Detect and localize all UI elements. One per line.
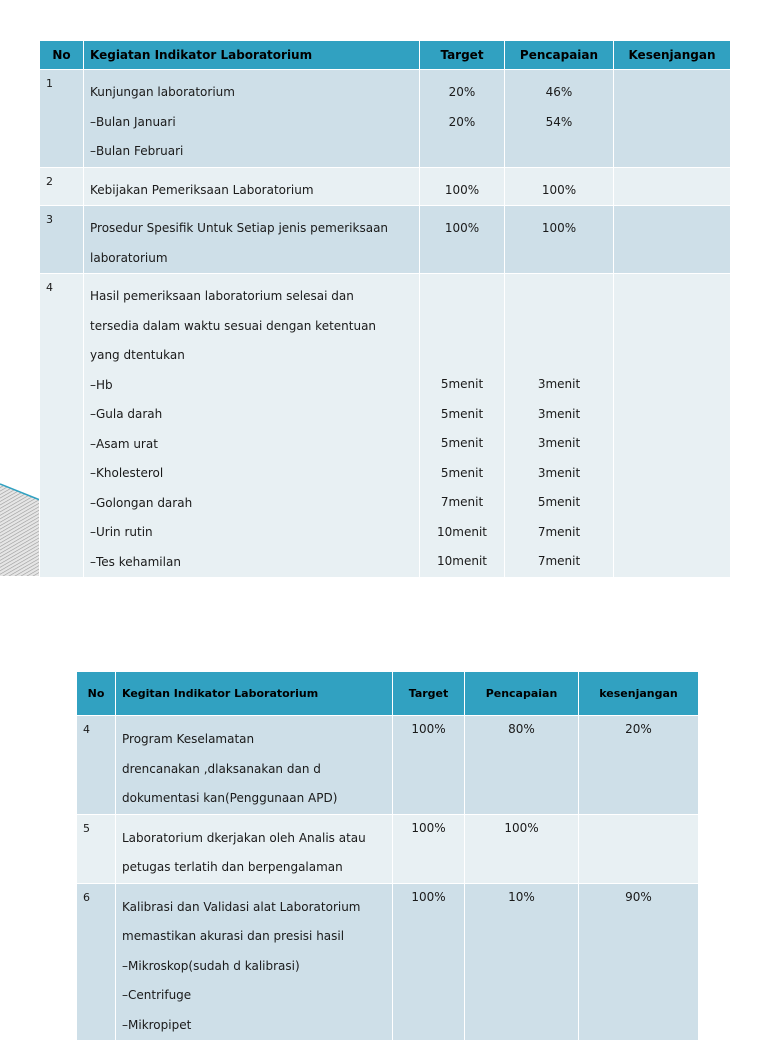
- table-row: [77, 814, 699, 883]
- row-achievement: 10%: [465, 883, 579, 1041]
- target-value: 20%: [448, 114, 476, 129]
- row-gap: [579, 814, 699, 883]
- achievement-value: 3menit: [537, 465, 581, 480]
- activity-line: petugas terlatih dan berpengalaman: [122, 860, 343, 874]
- target-value: 10menit: [437, 524, 487, 539]
- row-gap: 20%: [579, 716, 699, 815]
- target-value: 5menit: [440, 436, 484, 450]
- row-activity: [116, 883, 393, 1041]
- achievement-value: 100%: [541, 182, 577, 197]
- target-value: 5menit: [440, 377, 484, 391]
- table-row: [40, 206, 731, 274]
- row-target: 100%: [393, 883, 465, 1041]
- activity-line: Kalibrasi dan Validasi alat Laboratorium: [122, 899, 361, 914]
- header-achievement: Pencapaian: [465, 672, 579, 716]
- target-value: 20%: [448, 85, 476, 99]
- row-number: 3: [40, 206, 84, 274]
- decorative-stripes-shape: [0, 470, 40, 576]
- table-header-row: [77, 672, 699, 716]
- row-target: [420, 70, 505, 168]
- target-value: 5menit: [440, 465, 484, 480]
- activity-line: Kebijakan Pemeriksaan Laboratorium: [90, 182, 314, 197]
- row-number: 5: [77, 814, 116, 883]
- row-activity: [84, 70, 420, 168]
- activity-line: –Hb: [90, 377, 113, 392]
- activity-line: –Golongan darah: [90, 495, 193, 510]
- activity-line: –Mikroskop(sudah d kalibrasi): [122, 958, 300, 973]
- activity-line: –Bulan Februari: [90, 144, 184, 158]
- row-gap: 90%: [579, 883, 699, 1041]
- target-value: 100%: [444, 182, 480, 197]
- row-number: 4: [77, 716, 116, 815]
- slide-2: [0, 620, 768, 1032]
- activity-line: –Bulan Januari: [90, 114, 176, 129]
- activity-line: memastikan akurasi dan presisi hasil: [122, 929, 345, 943]
- row-achievement: [505, 206, 614, 274]
- activity-line: Hasil pemeriksaan laboratorium selesai dan: [90, 289, 354, 303]
- activity-line: drencanakan ,dlaksanakan dan d: [122, 761, 321, 776]
- activity-line: tersedia dalam waktu sesuai dengan ketentuan: [90, 318, 377, 333]
- row-target: 100%: [393, 814, 465, 883]
- row-activity: [84, 274, 420, 578]
- row-achievement: [505, 167, 614, 206]
- row-gap: [614, 206, 731, 274]
- activity-line: –Asam urat: [90, 436, 158, 451]
- activity-line: Laboratorium dkerjakan oleh Analis atau: [122, 830, 366, 845]
- activity-line: Program Keselamatan: [122, 732, 255, 746]
- row-target: [420, 274, 505, 578]
- activity-line: –Urin rutin: [90, 525, 153, 539]
- header-activity: Kegiatan Indikator Laboratorium: [84, 41, 420, 70]
- row-activity: [116, 716, 393, 815]
- achievement-value: 7menit: [537, 554, 581, 568]
- row-target: [420, 206, 505, 274]
- activity-line: yang dtentukan: [90, 348, 185, 362]
- achievement-value: 54%: [545, 114, 573, 129]
- row-gap: [614, 167, 731, 206]
- achievement-value: 3menit: [537, 406, 581, 421]
- row-achievement: [505, 274, 614, 578]
- target-value: 100%: [444, 221, 480, 235]
- activity-line: –Tes kehamilan: [90, 554, 181, 569]
- row-activity: [84, 206, 420, 274]
- table-header-row: [40, 41, 731, 70]
- target-value: 5menit: [440, 406, 484, 421]
- activity-line: –Kholesterol: [90, 466, 164, 480]
- header-activity: Kegitan Indikator Laboratorium: [116, 672, 393, 716]
- row-achievement: [505, 70, 614, 168]
- row-gap: [614, 274, 731, 578]
- row-activity: [84, 167, 420, 206]
- header-gap: kesenjangan: [579, 672, 699, 716]
- achievement-value: 7menit: [537, 524, 581, 539]
- table-row: [77, 716, 699, 815]
- activity-line: Prosedur Spesifik Untuk Setiap jenis pemeriksaan: [90, 221, 389, 235]
- target-value: 7menit: [440, 495, 484, 509]
- lab-indicator-table-2: [76, 671, 699, 1041]
- row-number: 2: [40, 167, 84, 206]
- header-no: No: [77, 672, 116, 716]
- achievement-value: 100%: [541, 221, 577, 235]
- lab-indicator-table-1: [39, 40, 731, 578]
- row-number: 6: [77, 883, 116, 1041]
- row-achievement: 100%: [465, 814, 579, 883]
- header-target: Target: [420, 41, 505, 70]
- table-row: [40, 274, 731, 578]
- row-gap: [614, 70, 731, 168]
- row-target: 100%: [393, 716, 465, 815]
- header-achievement: Pencapaian: [505, 41, 614, 70]
- row-target: [420, 167, 505, 206]
- row-activity: [116, 814, 393, 883]
- achievement-value: 3menit: [537, 377, 581, 391]
- row-number: 4: [40, 274, 84, 578]
- activity-line: laboratorium: [90, 250, 168, 265]
- header-gap: Kesenjangan: [614, 41, 731, 70]
- header-no: No: [40, 41, 84, 70]
- table-row: [40, 70, 731, 168]
- achievement-value: 3menit: [537, 436, 581, 450]
- header-target: Target: [393, 672, 465, 716]
- activity-line: –Mikropipet: [122, 1017, 192, 1032]
- activity-line: –Centrifuge: [122, 988, 192, 1002]
- table-row: [77, 883, 699, 1041]
- activity-line: dokumentasi kan(Penggunaan APD): [122, 791, 338, 805]
- achievement-value: 46%: [545, 85, 573, 99]
- row-number: 1: [40, 70, 84, 168]
- activity-line: Kunjungan laboratorium: [90, 85, 235, 99]
- target-value: 10menit: [437, 554, 487, 568]
- table-row: [40, 167, 731, 206]
- activity-line: –Gula darah: [90, 407, 163, 421]
- achievement-value: 5menit: [537, 495, 581, 509]
- row-achievement: 80%: [465, 716, 579, 815]
